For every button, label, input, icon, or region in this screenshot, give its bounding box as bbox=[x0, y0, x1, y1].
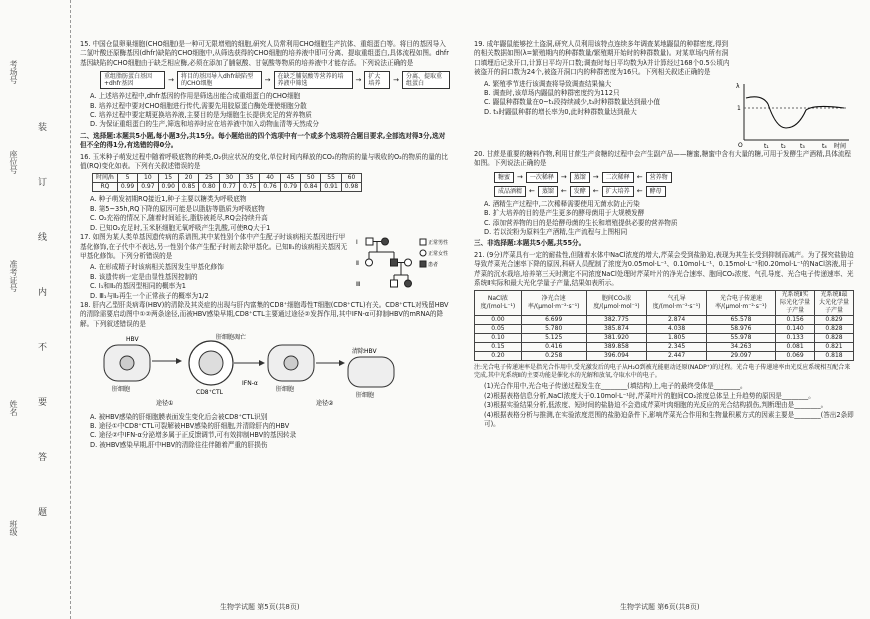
section-3-title: 三、非选择题:本题共5小题,共55分。 bbox=[474, 239, 586, 248]
table-cell: 0.821 bbox=[815, 343, 854, 352]
q20-option-d: D. 若以淀粉为原料生产酒精,生产流程与上图相同 bbox=[484, 228, 628, 237]
q20-option-b: B. 扩大培养的目的是产生更多的酵母菌用于大规模发酵 bbox=[484, 209, 645, 218]
legend-label: 正常男性 bbox=[428, 240, 449, 247]
table-cell: 45 bbox=[280, 174, 300, 183]
table-cell: 40 bbox=[260, 174, 280, 183]
right-column bbox=[474, 40, 854, 430]
q15-stem: 15. 中国仓鼠卵巢细胞(CHO细胞)是一种可无限增殖的细胞,研究人员常利用CHO细胞生产抗体、重组蛋白等。将目的基因导入二氢叶酸还原酶基因(dhfr)缺陷的CHO细胞中,从筛选获得的CHO细胞的培养液中即可分离、提取重组蛋白,具体流程如图。dhfr基因缺陷的CHO细胞由于缺乏相应酶,必须在添加了脯氨酸、甘氨酸等物质的培养液中才能存活。下列说法正确的是 bbox=[80, 40, 449, 67]
axis-tick: t₄ bbox=[822, 143, 827, 150]
fig-label: 途径② bbox=[316, 400, 334, 408]
table-cell: 0.77 bbox=[219, 183, 239, 192]
table-cell: 0.828 bbox=[815, 325, 854, 334]
fig-label: 肝细胞凋亡 bbox=[216, 334, 247, 342]
table-cell: 29.097 bbox=[706, 352, 775, 361]
q19-option-a: A. 繁殖季节进行该调查将导致调查结果偏大 bbox=[484, 79, 612, 88]
fig-label: 清除HBV bbox=[352, 348, 377, 356]
axis-tick: t₂ bbox=[781, 143, 786, 150]
pedigree-male-affected bbox=[391, 259, 398, 266]
table-row bbox=[475, 334, 854, 343]
table-cell: 0.15 bbox=[475, 343, 522, 352]
q18-option-c: C. 途径②中IFN-α分泌增多属于正反馈调节,可有效抑制HBV的基因转录 bbox=[90, 431, 297, 440]
table-cell: 396.094 bbox=[586, 352, 647, 361]
pedigree-female-affected bbox=[405, 280, 412, 287]
table-cell: 0.99 bbox=[117, 183, 137, 192]
q16-option-a: A. 种子萌发初期RQ接近1,种子主要以糖类为呼吸底物 bbox=[90, 195, 247, 204]
legend-label: 患者 bbox=[428, 262, 439, 269]
flow-box: 重组脂肪蛋白基因+dhfr基因 bbox=[100, 71, 165, 89]
table-cell: 0.05 bbox=[475, 325, 522, 334]
fig-label: CD8⁺CTL bbox=[196, 389, 223, 397]
table-cell: 0.140 bbox=[776, 325, 815, 334]
binding-tick: 题 bbox=[38, 508, 48, 518]
flow-box: 将目的基因导入dhfr缺陷型的CHO细胞 bbox=[177, 71, 262, 89]
flow-box: 扩大培养 bbox=[364, 71, 390, 89]
table-cell: 10 bbox=[138, 174, 158, 183]
axis-label: λ bbox=[736, 83, 740, 90]
table-cell: 0.97 bbox=[138, 183, 158, 192]
table-header: 光合电子传递速率/(μmol·m⁻²·s⁻¹) bbox=[706, 291, 775, 316]
q15-option-b: B. 培养过程中要对CHO细胞进行传代,需要先用胶原蛋白酶处理使细胞分散 bbox=[90, 101, 307, 110]
table-row bbox=[475, 291, 854, 316]
table-cell: 0.90 bbox=[158, 183, 178, 192]
axis-origin: O bbox=[738, 142, 743, 149]
q15-option-d: D. 为保证重组蛋白的生产,筛选和培养时应在培养液中加入动物血清等天然成分 bbox=[90, 120, 319, 129]
q18-option-a: A. 被HBV感染的肝细胞膜表面发生变化后会被CD8⁺CTL识别 bbox=[90, 412, 268, 421]
binding-tick: 订 bbox=[38, 178, 48, 188]
page-footer-right: 生物学试题 第6页(共8页) bbox=[620, 603, 700, 611]
table-cell: 5.125 bbox=[521, 334, 586, 343]
lambda-curve bbox=[746, 97, 844, 128]
table-cell: 0.80 bbox=[199, 183, 219, 192]
flow-box: 蒸馏 bbox=[570, 172, 590, 183]
gen-label: Ⅱ bbox=[356, 260, 359, 268]
flow-box: 在缺乏脯氨酸等营养的培养液中筛选 bbox=[274, 71, 353, 89]
pedigree-male bbox=[366, 238, 373, 245]
q17-stem: 17. 如图为某人类单基因遗传病的系谱图,其中某性别个体中产生配子时该病相关基因进行甲基化修饰,在子代中不表达,另一性别个体产生配子时则去除甲基化。已知Ⅱ₁的该病相关基因无甲基化修饰。下列分析错误的是 bbox=[80, 233, 348, 260]
section-2-title: 二、选择题:本题共5小题,每小题3分,共15分。每小题给出的四个选项中有一个或多个选项符合题目要求,全部选对得3分,选对但不全的得1分,有选错的得0分。 bbox=[80, 131, 446, 150]
pedigree-male bbox=[391, 280, 398, 287]
table-cell: 1.805 bbox=[647, 334, 706, 343]
fig-label: 肝细胞 bbox=[112, 386, 131, 394]
q21-note: 注:光合电子传递速率是指光合作用中,受光激发后的电子从H₂O到被光能驱动还原(NADP⁺)的过程。光合电子传递速率由光反应系统相互配合来完成,其中光系统Ⅱ的主要功能是催化水的光解和放氧,夺取水中的电子。 bbox=[474, 364, 851, 380]
q15-flowchart: 重组脂肪蛋白基因+dhfr基因 → 将目的基因导入dhfr缺陷型的CHO细胞 → 在缺乏脯氨酸等营养的培养液中筛选 → 扩大培养 → 分离、提取重组蛋白 bbox=[100, 71, 450, 89]
table-row bbox=[475, 316, 854, 325]
table-cell: RQ bbox=[93, 183, 118, 192]
binding-label: 准考证号 bbox=[9, 260, 18, 292]
table-cell: 0.84 bbox=[301, 183, 321, 192]
fig-label: 肝细胞 bbox=[356, 392, 375, 400]
table-header: 气孔导度/(mol·m⁻²·s⁻¹) bbox=[647, 291, 706, 316]
flow-box: 蒸馏 bbox=[538, 186, 558, 197]
binding-strip bbox=[0, 0, 71, 619]
q16-table bbox=[92, 173, 362, 192]
q16-stem: 16. 玉米种子萌发过程中随着呼吸底物的种类,O₂供应状况的变化,单位时间内释放的CO₂的物质的量与吸收的O₂的物质的量的比值(RQ)变化如表。下列有关叙述错误的是 bbox=[80, 152, 448, 171]
q21-sub2: (2)根据表格信息分析,NaCl浓度大于0.10mol·L⁻¹时,芹菜叶片的胞间CO₂浓度总体呈上升趋势的原因是________。 bbox=[484, 391, 815, 400]
table-cell: 5 bbox=[117, 174, 137, 183]
pedigree-female bbox=[405, 259, 412, 266]
table-cell: 2.345 bbox=[647, 343, 706, 352]
binding-label: 座位号 bbox=[9, 150, 18, 174]
table-header: 净光合速率/(μmol·m⁻²·s⁻¹) bbox=[521, 291, 586, 316]
table-cell: 65.578 bbox=[706, 316, 775, 325]
table-cell: 58.976 bbox=[706, 325, 775, 334]
q21-sub4: (4)根据表格分析与推测,在实验浓度范围的盐胁迫条件下,影响芹菜光合作用和生物量积累方式的因素主要是________(答出2条即可)。 bbox=[484, 410, 854, 429]
fig-label: 肝细胞 bbox=[276, 386, 295, 394]
legend-male bbox=[420, 239, 426, 245]
table-header: NaCl浓度/(mol·L⁻¹) bbox=[475, 291, 522, 316]
axis-tick: t₃ bbox=[800, 143, 805, 150]
table-cell: 0.98 bbox=[341, 183, 361, 192]
binding-tick: 内 bbox=[38, 288, 48, 298]
table-cell: 0.91 bbox=[321, 183, 341, 192]
flow-box: 一次稀释 bbox=[526, 172, 558, 183]
q19-block bbox=[474, 40, 854, 150]
gen-label: Ⅰ bbox=[356, 239, 358, 247]
table-cell: 0.76 bbox=[260, 183, 280, 192]
table-cell: 30 bbox=[219, 174, 239, 183]
legend-affected bbox=[420, 261, 426, 267]
fig-label: 途径① bbox=[156, 400, 174, 408]
pedigree-female bbox=[366, 259, 373, 266]
table-header: 光系统Ⅱ实际光化学量子产量 bbox=[776, 291, 815, 316]
q17-option-b: B. 该遗传病一定是由显性基因控制的 bbox=[90, 272, 198, 281]
q20-flow-top: 糖蜜 → 一次稀释 → 蒸馏 → 二次稀释 ← 营养物 bbox=[494, 172, 854, 183]
table-cell: 0.10 bbox=[475, 334, 522, 343]
table-header: 胞间CO₂浓度/(μmol·mol⁻¹) bbox=[586, 291, 647, 316]
legend-label: 正常女性 bbox=[428, 251, 449, 258]
binding-tick: 线 bbox=[38, 233, 48, 243]
q17-block bbox=[80, 233, 450, 301]
table-row bbox=[93, 174, 362, 183]
table-cell: 381.920 bbox=[586, 334, 647, 343]
q15-option-a: A. 上述培养过程中,dhfr基因的作用是筛选出能合成重组蛋白的CHO细胞 bbox=[90, 92, 301, 101]
binding-tick: 装 bbox=[38, 123, 48, 133]
q18-option-b: B. 途径①中CD8⁺CTL可裂解被HBV感染的肝细胞,并清除肝内的HBV bbox=[90, 421, 290, 430]
table-cell: 34.263 bbox=[706, 343, 775, 352]
binding-label: 姓名 bbox=[9, 400, 18, 416]
table-cell: 0.00 bbox=[475, 316, 522, 325]
table-cell: 385.874 bbox=[586, 325, 647, 334]
table-cell: 0.258 bbox=[521, 352, 586, 361]
axis-label: 时间 bbox=[834, 143, 847, 150]
cell-shape bbox=[348, 357, 394, 387]
table-cell: 25 bbox=[199, 174, 219, 183]
q18-figure bbox=[86, 331, 446, 409]
table-cell: 20 bbox=[178, 174, 198, 183]
q21-table bbox=[474, 290, 854, 361]
table-cell: 0.156 bbox=[776, 316, 815, 325]
table-cell: 0.20 bbox=[475, 352, 522, 361]
flow-box: 扩大培养 bbox=[602, 186, 634, 197]
fig-label: IFN-α bbox=[242, 380, 258, 388]
table-cell: 2.874 bbox=[647, 316, 706, 325]
table-cell: 35 bbox=[239, 174, 259, 183]
binding-tick: 要 bbox=[38, 398, 48, 408]
q17-option-d: D. Ⅲ₁与Ⅱ₂再生一个正常孩子的概率为1/2 bbox=[90, 291, 209, 300]
table-cell: 0.85 bbox=[178, 183, 198, 192]
table-row bbox=[475, 343, 854, 352]
flow-box: 糖蜜 bbox=[494, 172, 514, 183]
table-cell: 0.133 bbox=[776, 334, 815, 343]
axis-tick: 1 bbox=[737, 105, 741, 112]
table-cell: 2.447 bbox=[647, 352, 706, 361]
binding-label: 班级 bbox=[9, 520, 18, 536]
q20-flow-bottom: 成品酒精 ← 蒸馏 ← 发酵 ← 扩大培养 ← 酵母 bbox=[494, 186, 854, 197]
table-cell: 4.038 bbox=[647, 325, 706, 334]
binding-tick: 不 bbox=[38, 343, 48, 353]
q21-stem: 21. (9分)芹菜具有一定的耐盐性,但随着水体中NaCl浓度的增大,芹菜会受到盐胁迫,表现为其生长受到抑制而减产。为了探究盐胁迫导致芹菜光合速率下降的原因,科研人员配制了浓度为0.05mol·L⁻¹、0.10mol·L⁻¹、0.15mol·L⁻¹和0.20mol·L⁻¹的NaCl溶液,用于芹菜的沉水栽培,培养第三天时测定不同浓度NaCl处理时芹菜叶片的净光合速率、胞间CO₂浓度、气孔导度、光合电子传递速率、光系统Ⅱ实际和最大光化学量子产量,结果如表所示。 bbox=[474, 250, 854, 288]
q19-option-d: D. t₃时鼹鼠种群的增长率为0,此时种群数量达到最大 bbox=[484, 107, 637, 116]
table-header: 光系统Ⅱ最大光化学量子产量 bbox=[815, 291, 854, 316]
table-cell: 0.818 bbox=[815, 352, 854, 361]
flow-box: 酵母 bbox=[646, 186, 666, 197]
table-cell: 0.069 bbox=[776, 352, 815, 361]
page-footer-left: 生物学试题 第5页(共8页) bbox=[220, 603, 300, 611]
flow-box: 成品酒精 bbox=[494, 186, 526, 197]
left-column bbox=[80, 40, 450, 450]
q16-option-d: D. 已知O₂充足时,玉米胚细胞无氧呼吸产生乳酸,可使RQ大于1 bbox=[90, 223, 271, 232]
q15-option-c: C. 培养过程中要定期更换培养液,主要目的是为细胞生长提供充足的营养物质 bbox=[90, 111, 312, 120]
q20-option-a: A. 酒精生产过程中,二次稀释需要使用无菌水防止污染 bbox=[484, 199, 640, 208]
q19-option-b: B. 调查时,该草场内鼹鼠的种群密度约为112只 bbox=[484, 89, 620, 98]
q20-stem: 20. 甘蔗是重要的糖料作物,利用甘蔗生产食糖的过程中会产生副产品——糖蜜,糖蜜中含有大量的糖,可用于发酵生产酒精,具体流程如图。下列说法正确的是 bbox=[474, 150, 852, 168]
q17-option-a: A. 在形成精子时该病相关基因发生甲基化修饰 bbox=[90, 263, 224, 272]
legend-female bbox=[420, 250, 426, 256]
flow-box: 二次稀释 bbox=[602, 172, 634, 183]
q21-sub1: (1)光合作用中,光合电子传递过程发生在________(填结构)上,电子的最终受体是________。 bbox=[484, 382, 747, 391]
q16-option-b: B. 第5~35h,RQ下降的原因可能是以脂肪等脂质为呼吸底物 bbox=[90, 204, 265, 213]
table-cell: 0.75 bbox=[239, 183, 259, 192]
q18-option-d: D. 被HBV感染早期,肝中HBV的清除往往伴随着严重的肝损伤 bbox=[90, 440, 268, 449]
q20-option-c: C. 添加营养物的目的是给酵母菌的生长和增殖提供必要的营养物质 bbox=[484, 218, 678, 227]
table-cell: 时间/h bbox=[93, 174, 118, 183]
q18-stem: 18. 肝内乙型肝炎病毒(HBV)的清除及其炎症的出现与肝内富集的CD8⁺细胞毒性T细胞(CD8⁺CTL)有关。CD8⁺CTL对残留HBV的清除需要启动图中①②两条途径,而被HBV感染早期,CD8⁺CTL主要通过途径②发挥作用,其中IFN-α可抑制HBV的mRNA的降解。下列叙述错误的是 bbox=[80, 300, 449, 328]
table-cell: 6.699 bbox=[521, 316, 586, 325]
q19-lambda-graph bbox=[734, 80, 854, 150]
q16-option-c: C. O₂充裕的情况下,随着时间延长,脂肪被耗尽,RQ会持续升高 bbox=[90, 214, 268, 223]
table-cell: 0.081 bbox=[776, 343, 815, 352]
table-cell: 382.775 bbox=[586, 316, 647, 325]
table-row bbox=[475, 325, 854, 334]
gen-label: Ⅲ bbox=[356, 281, 361, 289]
flow-box: 营养物 bbox=[646, 172, 672, 183]
q17-pedigree bbox=[354, 233, 450, 297]
table-cell: 55.978 bbox=[706, 334, 775, 343]
q17-option-c: C. Ⅰ₁和Ⅱ₂的基因型相同的概率为1 bbox=[90, 282, 186, 291]
table-cell: 389.858 bbox=[586, 343, 647, 352]
table-cell: 0.416 bbox=[521, 343, 586, 352]
table-cell: 60 bbox=[341, 174, 361, 183]
binding-label: 考场号 bbox=[9, 60, 18, 84]
q21-sub3: (3)根据实验结果分析,低浓度、短时间的盐胁迫不会造成芹菜叶肉细胞的光反应的光合结构损伤,判断理由是________。 bbox=[484, 401, 828, 410]
table-cell: 50 bbox=[301, 174, 321, 183]
table-cell: 0.829 bbox=[815, 316, 854, 325]
table-cell: 55 bbox=[321, 174, 341, 183]
table-cell: 15 bbox=[158, 174, 178, 183]
table-cell: 0.828 bbox=[815, 334, 854, 343]
pedigree-female-affected bbox=[382, 238, 389, 245]
flow-box: 分离、提取重组蛋白 bbox=[402, 71, 450, 89]
fig-label: HBV bbox=[126, 336, 139, 344]
flow-box: 发酵 bbox=[570, 186, 590, 197]
binding-tick: 答 bbox=[38, 453, 48, 463]
axis-tick: t₁ bbox=[764, 143, 769, 150]
table-cell: 5.780 bbox=[521, 325, 586, 334]
table-row bbox=[475, 352, 854, 361]
table-row bbox=[93, 183, 362, 192]
q19-stem: 19. 成年鼹鼠能够挖土盗洞,研究人员利用该特点连续多年调查某地鼹鼠的种群密度,得到的相关数据如图(λ=繁殖期内的种群数量/繁殖期开始时的种群数量)。对某草场内所有洞口填埋后记录开口,计算日平均开口数;调查时每日平均数为λ并计算经过168个0.5公顷内被盗开的洞口数为24个,被盗开洞口内的种群密度为16只。下列相关叙述正确的是 bbox=[474, 40, 730, 77]
q19-option-c: C. 鼹鼠种群数量在0~t₁段持续减少,t₃时种群数量达到最小值 bbox=[484, 98, 661, 107]
table-cell: 0.79 bbox=[280, 183, 300, 192]
